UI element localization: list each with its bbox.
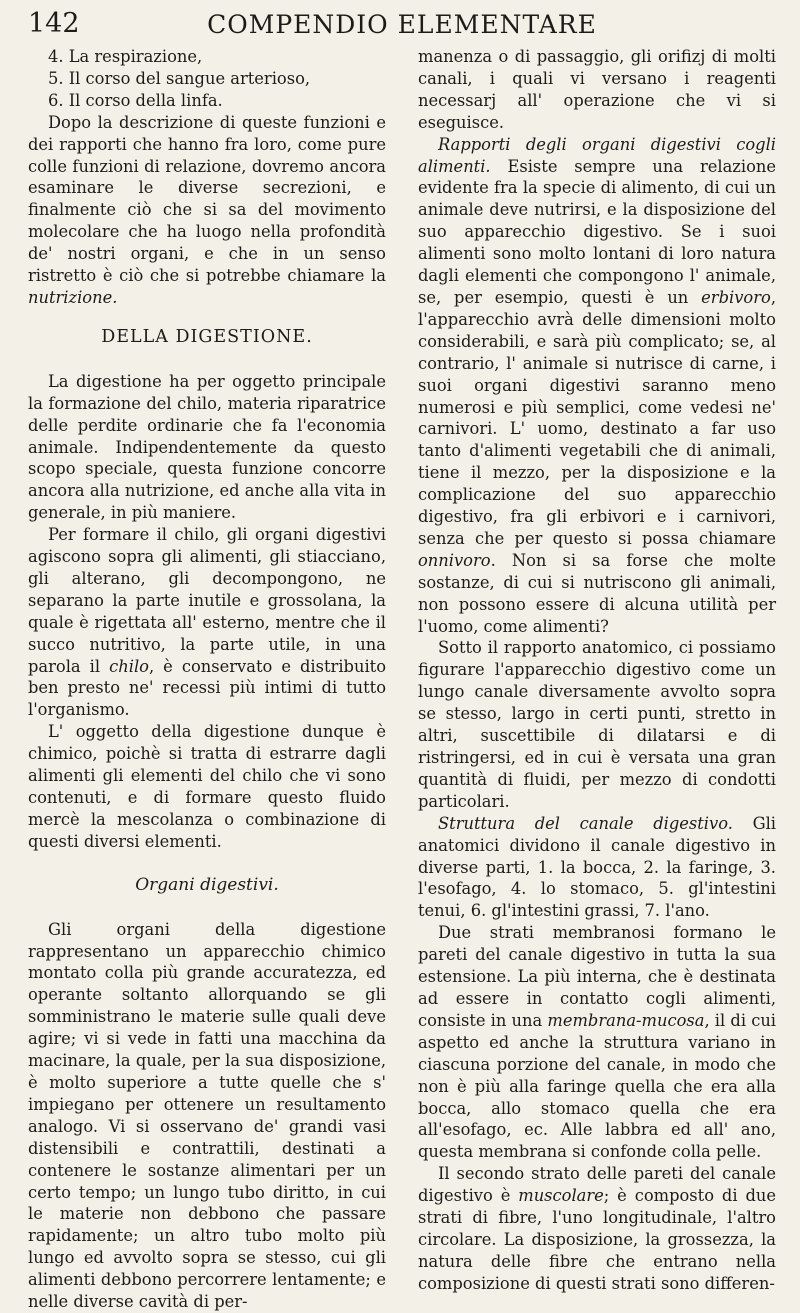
paragraph: manenza o di passaggio, gli orifizj di molti canali, i quali vi versano i reagenti necessarj all' operazione che vi si eseguisce. — [418, 47, 776, 132]
section-title: DELLA DIGESTIONE. — [101, 326, 313, 347]
muscular-paragraph: Il secondo strato delle pareti del canale digestivo è muscolare; è composto di due strati di fibre, l'uno longitudinale, l'altro circolare. La disposizione, la grossezza, la natura delle fibre che entrano nella composizione di questi strati sono differen- — [418, 1164, 776, 1293]
subsection-title: Organi digestivi. — [135, 874, 279, 895]
structure-paragraph: Struttura del canale digestivo. Gli anatomici dividono il canale digestivo in diverse parti, 1. la bocca, 2. la faringe, 3. l'esofago, 4. lo stomaco, 5. gl'intestini tenui, 6. gl'intestini grassi, 7. l'ano. — [418, 813, 776, 921]
intro-paragraph: Dopo la descrizione di queste funzioni e dei rapporti che hanno fra loro, come pure colle funzioni di relazione, dovremo ancora esaminare le diverse secrezioni, e finalmente ciò che si sa del movimento molecolare che ha luogo nella profondità de' nostri organi, e che in un senso ristretto è ciò che si potrebbe chiamare la nutrizione. — [28, 112, 386, 307]
function-list — [28, 46, 386, 112]
page-header — [28, 8, 776, 44]
paragraph: Gli organi della digestione rappresentano un apparecchio chimico montato colla più grande accuratezza, ed operante soltanto allorquando se gli somministrano le materie sulle quali deve agire; vi si vede in fatti una macchina da macinare, la quale, per la sua disposizione, è molto superiore a tutte quelle che s' impiegano per ottenere un resultamento analogo. Vi si osservano de' grandi vasi distensibili e contrattili, destinati a contenere le sostanze alimentari per un certo tempo; un lungo tubo diritto, in cui le materie non debbono che passare rapidamente; un altro tubo molto più lungo ed avvolto sopra se stesso, cui gli alimenti debbono percorrere lentamente; e nelle diverse cavità di per- — [28, 919, 386, 1312]
membranes-paragraph: Due strati membranosi formano le pareti del canale digestivo in tutta la sua estensione. La più interna, che è destinata ad essere in contatto cogli alimenti, consiste in una membrana-mucosa, il di cui aspetto ed anche la struttura variano in ciascuna porzione del canale, in modo che non è più alla faringe quella che era alla bocca, allo stomaco quella che era all'esofago, ec. Alle labbra ed all' ano, questa membrana si confonde colla pelle. — [418, 923, 777, 1162]
running-title: COMPENDIO ELEMENTARE — [207, 10, 597, 39]
relations-heading: Rapporti degli organi digestivi cogli alimenti. — [418, 134, 776, 176]
structure-heading: Struttura del canale digestivo. — [438, 813, 733, 833]
paragraph: Sotto il rapporto anatomico, ci possiamo figurare l'apparecchio digestivo come un lungo canale diversamente avvolto sopra se stesso, largo in certi punti, stretto in altri, suscettibile di dilatarsi e di ristringersi, ed in cui è versata una gran quantità di fluidi, per mezzo di condotti particolari. — [418, 638, 776, 811]
relations-paragraph: Rapporti degli organi digestivi cogli alimenti. Esiste sempre una relazione evidente fra la specie di alimento, di cui un animale deve nutrirsi, e la disposizione del suo apparecchio digestivo. Se i suoi alimenti sono molto lontani di loro natura dagli elementi che compongono l' animale, se, per esempio, questi è un erbivoro, l'apparecchio avrà delle dimensioni molto considerabili, e sarà più complicato; se, al contrario, l' animale si nutrisce di carne, i suoi organi digestivi saranno meno numerosi e più semplici, come vedesi ne' carnivori. L' uomo, destinato a far uso tanto d'alimenti vegetabili che di animali, tiene il mezzo, per la disposizione e la complicazione del suo apparecchio digestivo, fra gli erbivori e i carnivori, senza che per questo si possa chiamare onnivoro. Non si sa forse che molte sostanze, di cui si nutriscono gli animali, non possono essere di alcuna utilità per l'uomo, come alimenti? — [418, 134, 776, 636]
left-column — [28, 46, 386, 1313]
chyle-emphasis: chilo — [109, 656, 149, 676]
chyle-paragraph: Per formare il chilo, gli organi digestivi agiscono sopra gli alimenti, gli stiacciano, gli alterano, gli decompongono, ne separano la parte inutile e grossolana, la quale è rigettata all' esterno, mentre che il succo nutritivo, la parte utile, in una parola il chilo, è conservato e distribuito ben presto ne' recessi più intimi di tutto l'organismo. — [28, 525, 386, 720]
page-number: 142 — [28, 8, 80, 39]
list-item: 4. La respirazione, — [48, 47, 203, 66]
nutrition-emphasis: nutrizione. — [28, 287, 118, 307]
paragraph: L' oggetto della digestione dunque è chimico, poichè si tratta di estrarre dagli alimenti gli elementi del chilo che vi sono contenuti, e di formare questo fluido mercè la mescolanza o combinazione di questi diversi elementi. — [28, 722, 386, 851]
paragraph: La digestione ha per oggetto principale la formazione del chilo, materia riparatrice delle perdite ordinarie che fa l'economia animale. Indipendentemente da questo scopo speciale, questa funzione concorre ancora alla nutrizione, ed anche alla vita in generale, in più maniere. — [28, 371, 386, 523]
list-item: 5. Il corso del sangue arterioso, — [48, 68, 311, 88]
list-item: 6. Il corso della linfa. — [48, 90, 223, 110]
right-column — [418, 46, 776, 1295]
